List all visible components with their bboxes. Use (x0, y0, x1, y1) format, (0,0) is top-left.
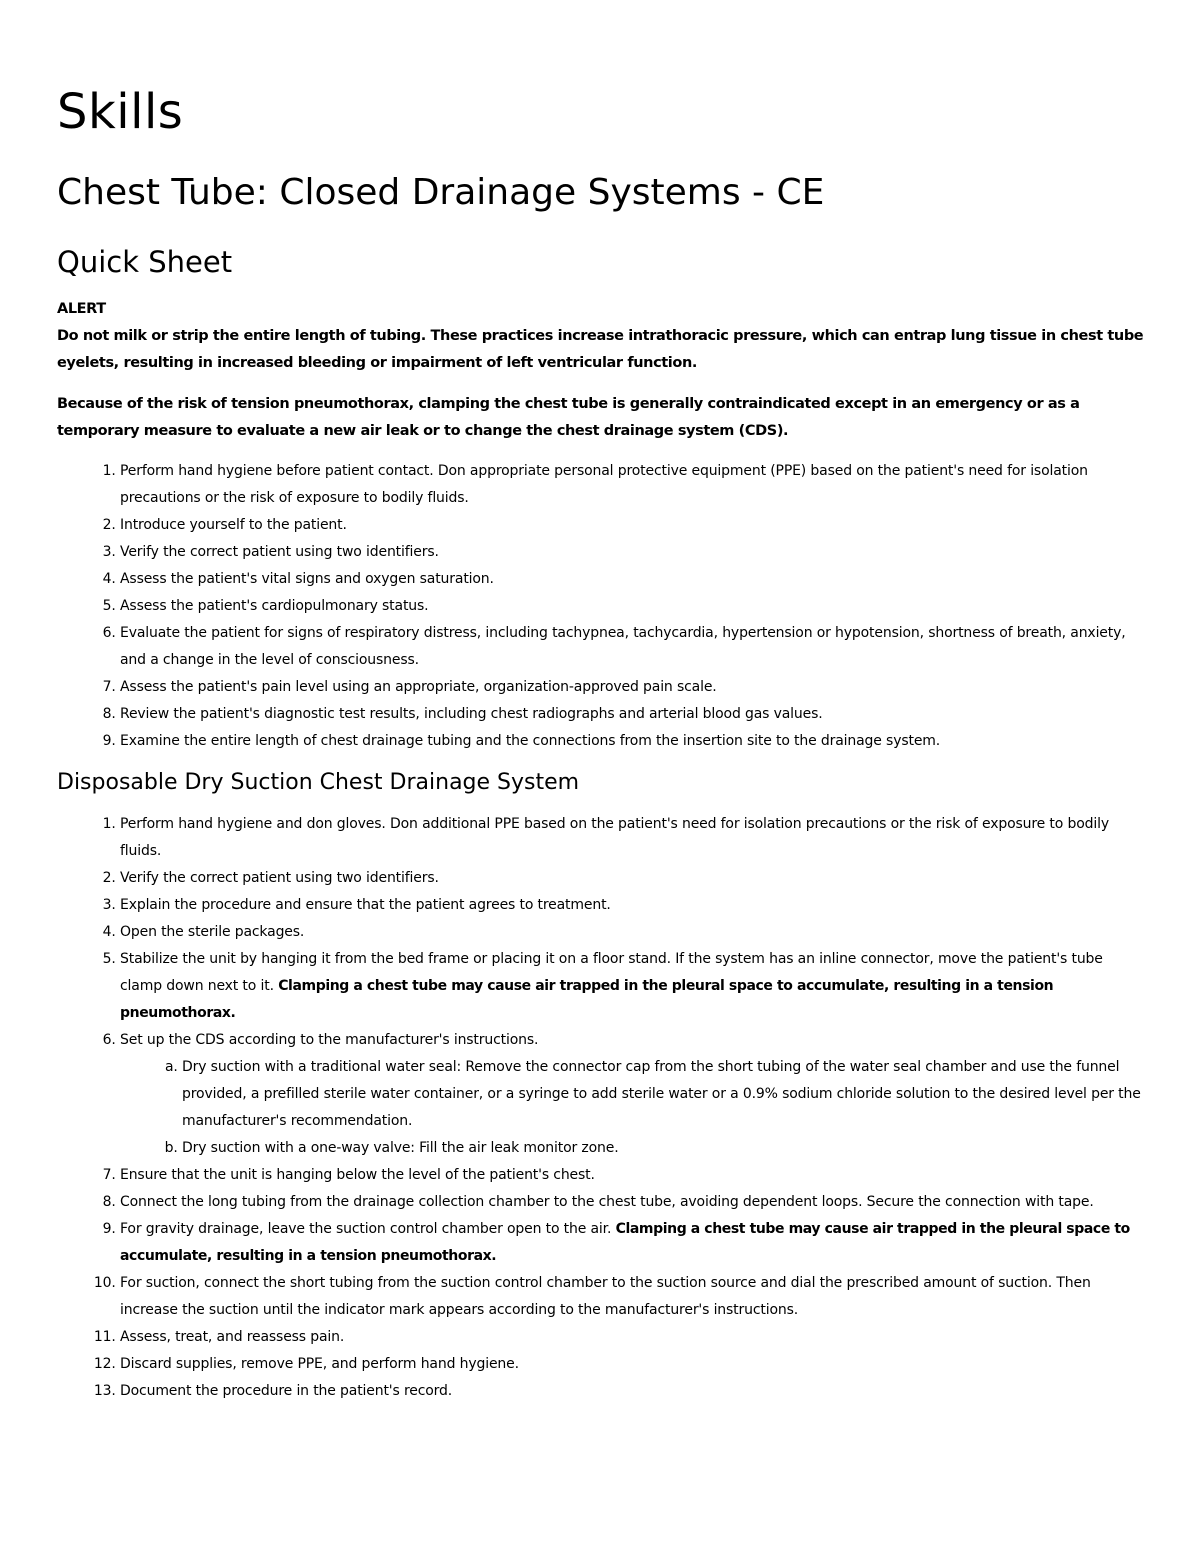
alert-label: ALERT (57, 301, 106, 317)
alert-block (57, 296, 1147, 445)
step-text: Set up the CDS according to the manufacturer's instructions. (120, 1032, 539, 1048)
list-item: 2. Verify the correct patient using two identifiers. (120, 865, 1147, 892)
list-item: 1. Perform hand hygiene and don gloves. Don additional PPE based on the patient's need for isolation precautions or the risk of exposure to bodily fluids. (120, 811, 1147, 865)
sub-steps-list (120, 1054, 1147, 1162)
list-item: 6. Evaluate the patient for signs of respiratory distress, including tachypnea, tachycardia, hypertension or hypotension, shortness of breath, anxiety, and a change in the level of consciousness. (120, 620, 1147, 674)
list-item: 8. Connect the long tubing from the drainage collection chamber to the chest tube, avoiding dependent loops. Secure the connection with tape. (120, 1189, 1147, 1216)
list-item: 12. Discard supplies, remove PPE, and perform hand hygiene. (120, 1351, 1147, 1378)
list-item: 1. Perform hand hygiene before patient contact. Don appropriate personal protective equipment (PPE) based on the patient's need for isolation precautions or the risk of exposure to bodily fluids. (120, 458, 1147, 512)
warning-text: Clamping a chest tube may cause air trapped in the pleural space to accumulate, resulting in a tension pneumothorax. (120, 1221, 1130, 1264)
list-item: 13. Document the procedure in the patient's record. (120, 1378, 1147, 1405)
list-item: 8. Review the patient's diagnostic test results, including chest radiographs and arterial blood gas values. (120, 701, 1147, 728)
alert-text-2: Because of the risk of tension pneumothorax, clamping the chest tube is generally contraindicated except in an emergency or as a temporary measure to evaluate a new air leak or to change the chest drainage system (CDS). (57, 396, 1080, 439)
list-item: 4. Open the sterile packages. (120, 919, 1147, 946)
document-page (57, 78, 1147, 1405)
dry-suction-heading: Disposable Dry Suction Chest Drainage System (57, 770, 580, 795)
sub-list-item: a. Dry suction with a traditional water seal: Remove the connector cap from the short tubing of the water seal chamber and use the funnel provided, a prefilled sterile water container, or a syringe to add sterile water or a 0.9% sodium chloride solution to the desired level per the manufacturer's recommendation. (182, 1054, 1147, 1135)
step-text: Stabilize the unit by hanging it from the bed frame or placing it on a floor stand. If the system has an inline connector, move the patient's tube clamp down next to it. (120, 951, 1103, 994)
list-item (120, 1216, 1147, 1270)
list-item: 7. Ensure that the unit is hanging below the level of the patient's chest. (120, 1162, 1147, 1189)
warning-text: Clamping a chest tube may cause air trapped in the pleural space to accumulate, resulting in a tension pneumothorax. (120, 978, 1054, 1021)
list-item: 7. Assess the patient's pain level using an appropriate, organization-approved pain scale. (120, 674, 1147, 701)
list-item (120, 1027, 1147, 1162)
list-item: 3. Explain the procedure and ensure that the patient agrees to treatment. (120, 892, 1147, 919)
page-title: Chest Tube: Closed Drainage Systems - CE (57, 172, 825, 213)
list-item (120, 946, 1147, 1027)
step-text: For gravity drainage, leave the suction control chamber open to the air. (120, 1221, 612, 1237)
list-item: 5. Assess the patient's cardiopulmonary status. (120, 593, 1147, 620)
list-item: 3. Verify the correct patient using two identifiers. (120, 539, 1147, 566)
alert-text-1: Do not milk or strip the entire length of tubing. These practices increase intrathoracic pressure, which can entrap lung tissue in chest tube eyelets, resulting in increased bleeding or impairment of left ventricular function. (57, 328, 1144, 371)
skills-heading: Skills (57, 84, 184, 140)
list-item: 11. Assess, treat, and reassess pain. (120, 1324, 1147, 1351)
sub-list-item: b. Dry suction with a one-way valve: Fill the air leak monitor zone. (182, 1135, 1147, 1162)
quick-steps-list (57, 458, 1147, 755)
quick-sheet-heading: Quick Sheet (57, 245, 233, 279)
dry-suction-steps-list (57, 811, 1147, 1405)
list-item: 4. Assess the patient's vital signs and oxygen saturation. (120, 566, 1147, 593)
list-item: 9. Examine the entire length of chest drainage tubing and the connections from the insertion site to the drainage system. (120, 728, 1147, 755)
list-item: 10. For suction, connect the short tubing from the suction control chamber to the suction source and dial the prescribed amount of suction. Then increase the suction until the indicator mark appears according to the manufacturer's instructions. (120, 1270, 1147, 1324)
list-item: 2. Introduce yourself to the patient. (120, 512, 1147, 539)
